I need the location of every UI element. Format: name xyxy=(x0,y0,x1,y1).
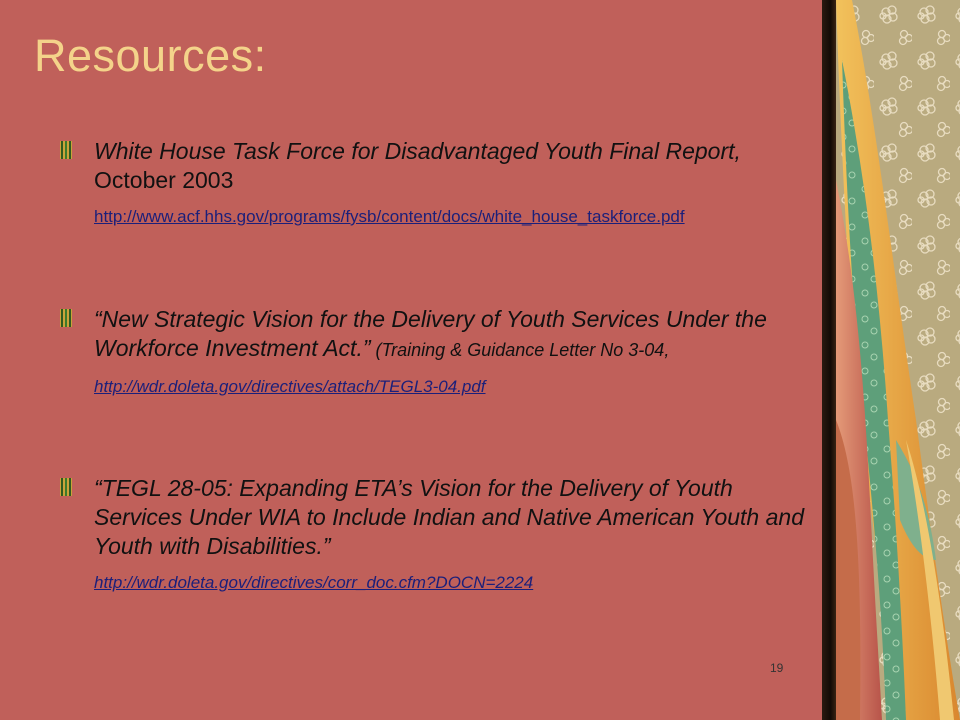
divider-bar xyxy=(822,0,836,720)
page-number: 19 xyxy=(770,661,784,675)
book-bullet-icon xyxy=(60,309,72,327)
resource-title: “New Strategic Vision for the Delivery of Youth Services Under the Workforce Investment Act.” (Training & Guidance Letter No 3-04, xyxy=(94,306,767,361)
resource-note: (Training & Guidance Letter No 3-04, xyxy=(370,340,670,360)
resource-link[interactable]: http://wdr.doleta.gov/directives/attach/TEGL3-04.pdf xyxy=(94,377,486,396)
book-bullet-icon xyxy=(60,141,72,159)
slide-title: Resources: xyxy=(34,30,267,81)
resource-item xyxy=(94,137,814,228)
book-bullet-icon xyxy=(60,478,72,496)
resource-title: White House Task Force for Disadvantaged Youth Final Report, October 2003 xyxy=(94,138,741,193)
resource-item xyxy=(94,305,814,398)
resource-item xyxy=(94,474,814,594)
resource-link[interactable]: http://wdr.doleta.gov/directives/corr_doc.cfm?DOCN=2224 xyxy=(94,573,534,592)
floral-ribbon-border xyxy=(836,0,960,720)
resource-link[interactable]: http://www.acf.hhs.gov/programs/fysb/content/docs/white_house_taskforce.pdf xyxy=(94,207,685,226)
resource-title: “TEGL 28-05: Expanding ETA’s Vision for the Delivery of Youth Services Under WIA to Include Indian and Native American Youth and Youth with Disabilities.” xyxy=(94,475,804,559)
